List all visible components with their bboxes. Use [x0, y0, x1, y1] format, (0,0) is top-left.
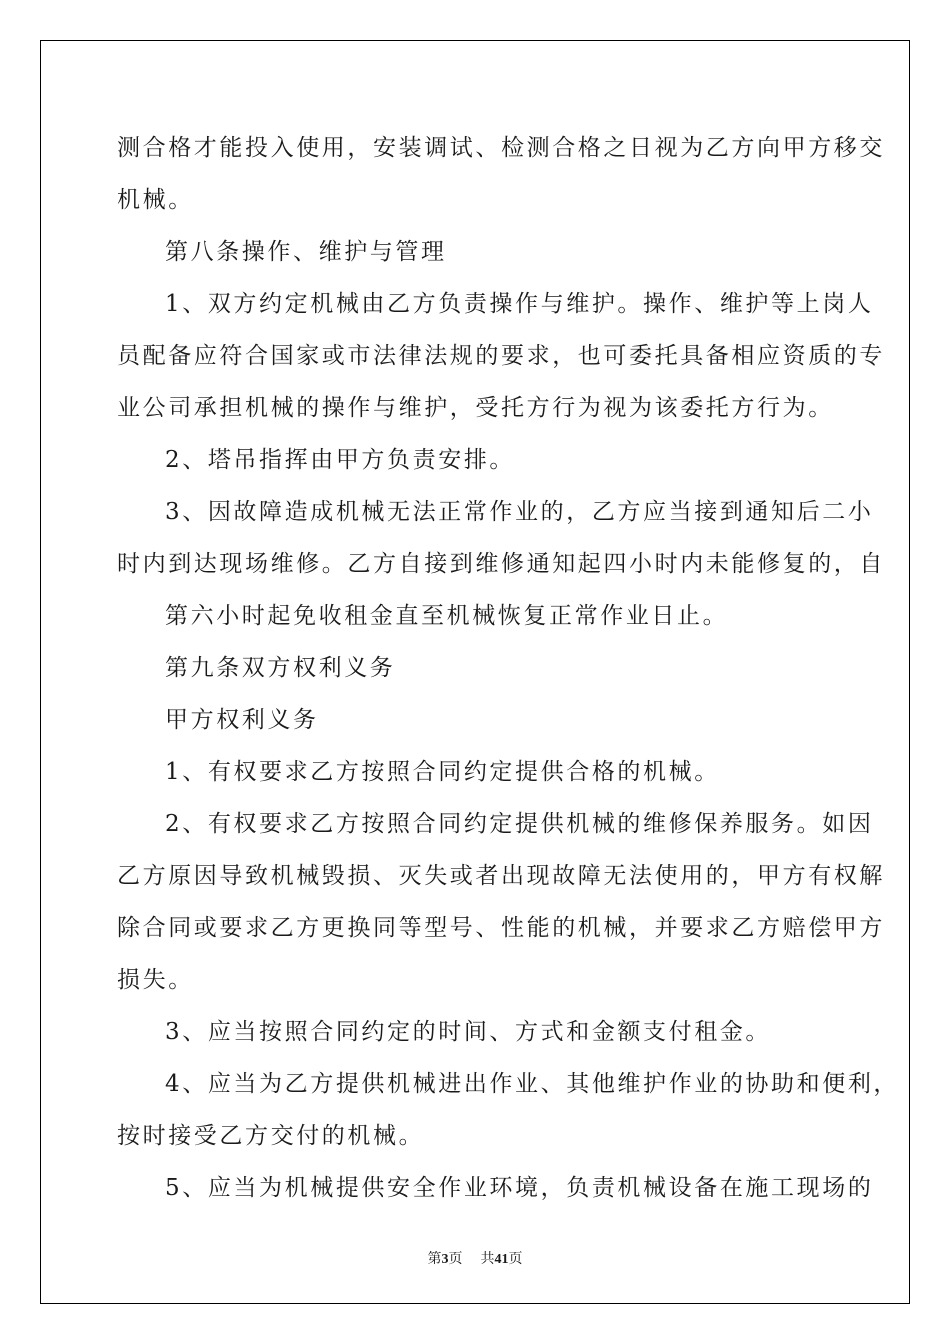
paragraph-line: 第六小时起免收租金直至机械恢复正常作业日止。: [165, 603, 729, 629]
paragraph-line: 除合同或要求乙方更换同等型号、性能的机械，并要求乙方赔偿甲方: [117, 915, 885, 941]
paragraph-line: 员配备应符合国家或市法律法规的要求，也可委托具备相应资质的专: [117, 343, 885, 369]
paragraph-line: 1、双方约定机械由乙方负责操作与维护。操作、维护等上岗人: [165, 291, 874, 317]
paragraph-line: 测合格才能投入使用，安装调试、检测合格之日视为乙方向甲方移交: [117, 135, 885, 161]
paragraph-line: 按时接受乙方交付的机械。: [117, 1123, 425, 1149]
paragraph-line: 3、应当按照合同约定的时间、方式和金额支付租金。: [165, 1019, 772, 1045]
document-body: [117, 122, 900, 1214]
paragraph-line: 4、应当为乙方提供机械进出作业、其他维护作业的协助和便利，: [165, 1071, 900, 1097]
paragraph-line: 2、有权要求乙方按照合同约定提供机械的维修保养服务。如因: [165, 811, 874, 837]
paragraph-line: 时内到达现场维修。乙方自接到维修通知起四小时内未能修复的，自: [117, 551, 885, 577]
total-page-count: 41: [494, 1252, 509, 1267]
subsection-heading: 甲方权利义务: [165, 707, 319, 733]
current-page-number: 3: [441, 1252, 449, 1267]
paragraph-line: 机械。: [117, 187, 194, 213]
total-prefix: 共: [480, 1252, 495, 1267]
paragraph-line: 乙方原因导致机械毁损、灭失或者出现故障无法使用的，甲方有权解: [117, 863, 885, 889]
page-prefix: 第: [427, 1252, 442, 1267]
page-suffix: 页: [448, 1252, 463, 1267]
section-heading-article-8: 第八条操作、维护与管理: [165, 239, 447, 265]
page-footer: [0, 1248, 950, 1268]
section-heading-article-9: 第九条双方权利义务: [165, 655, 396, 681]
paragraph-line: 1、有权要求乙方按照合同约定提供合格的机械。: [165, 759, 720, 785]
paragraph-line: 3、因故障造成机械无法正常作业的，乙方应当接到通知后二小: [165, 499, 874, 525]
paragraph-line: 2、塔吊指挥由甲方负责安排。: [165, 447, 516, 473]
paragraph-line: 损失。: [117, 967, 194, 993]
paragraph-line: 5、应当为机械提供安全作业环境，负责机械设备在施工现场的: [165, 1175, 874, 1201]
paragraph-line: 业公司承担机械的操作与维护，受托方行为视为该委托方行为。: [117, 395, 834, 421]
total-suffix: 页: [508, 1252, 523, 1267]
